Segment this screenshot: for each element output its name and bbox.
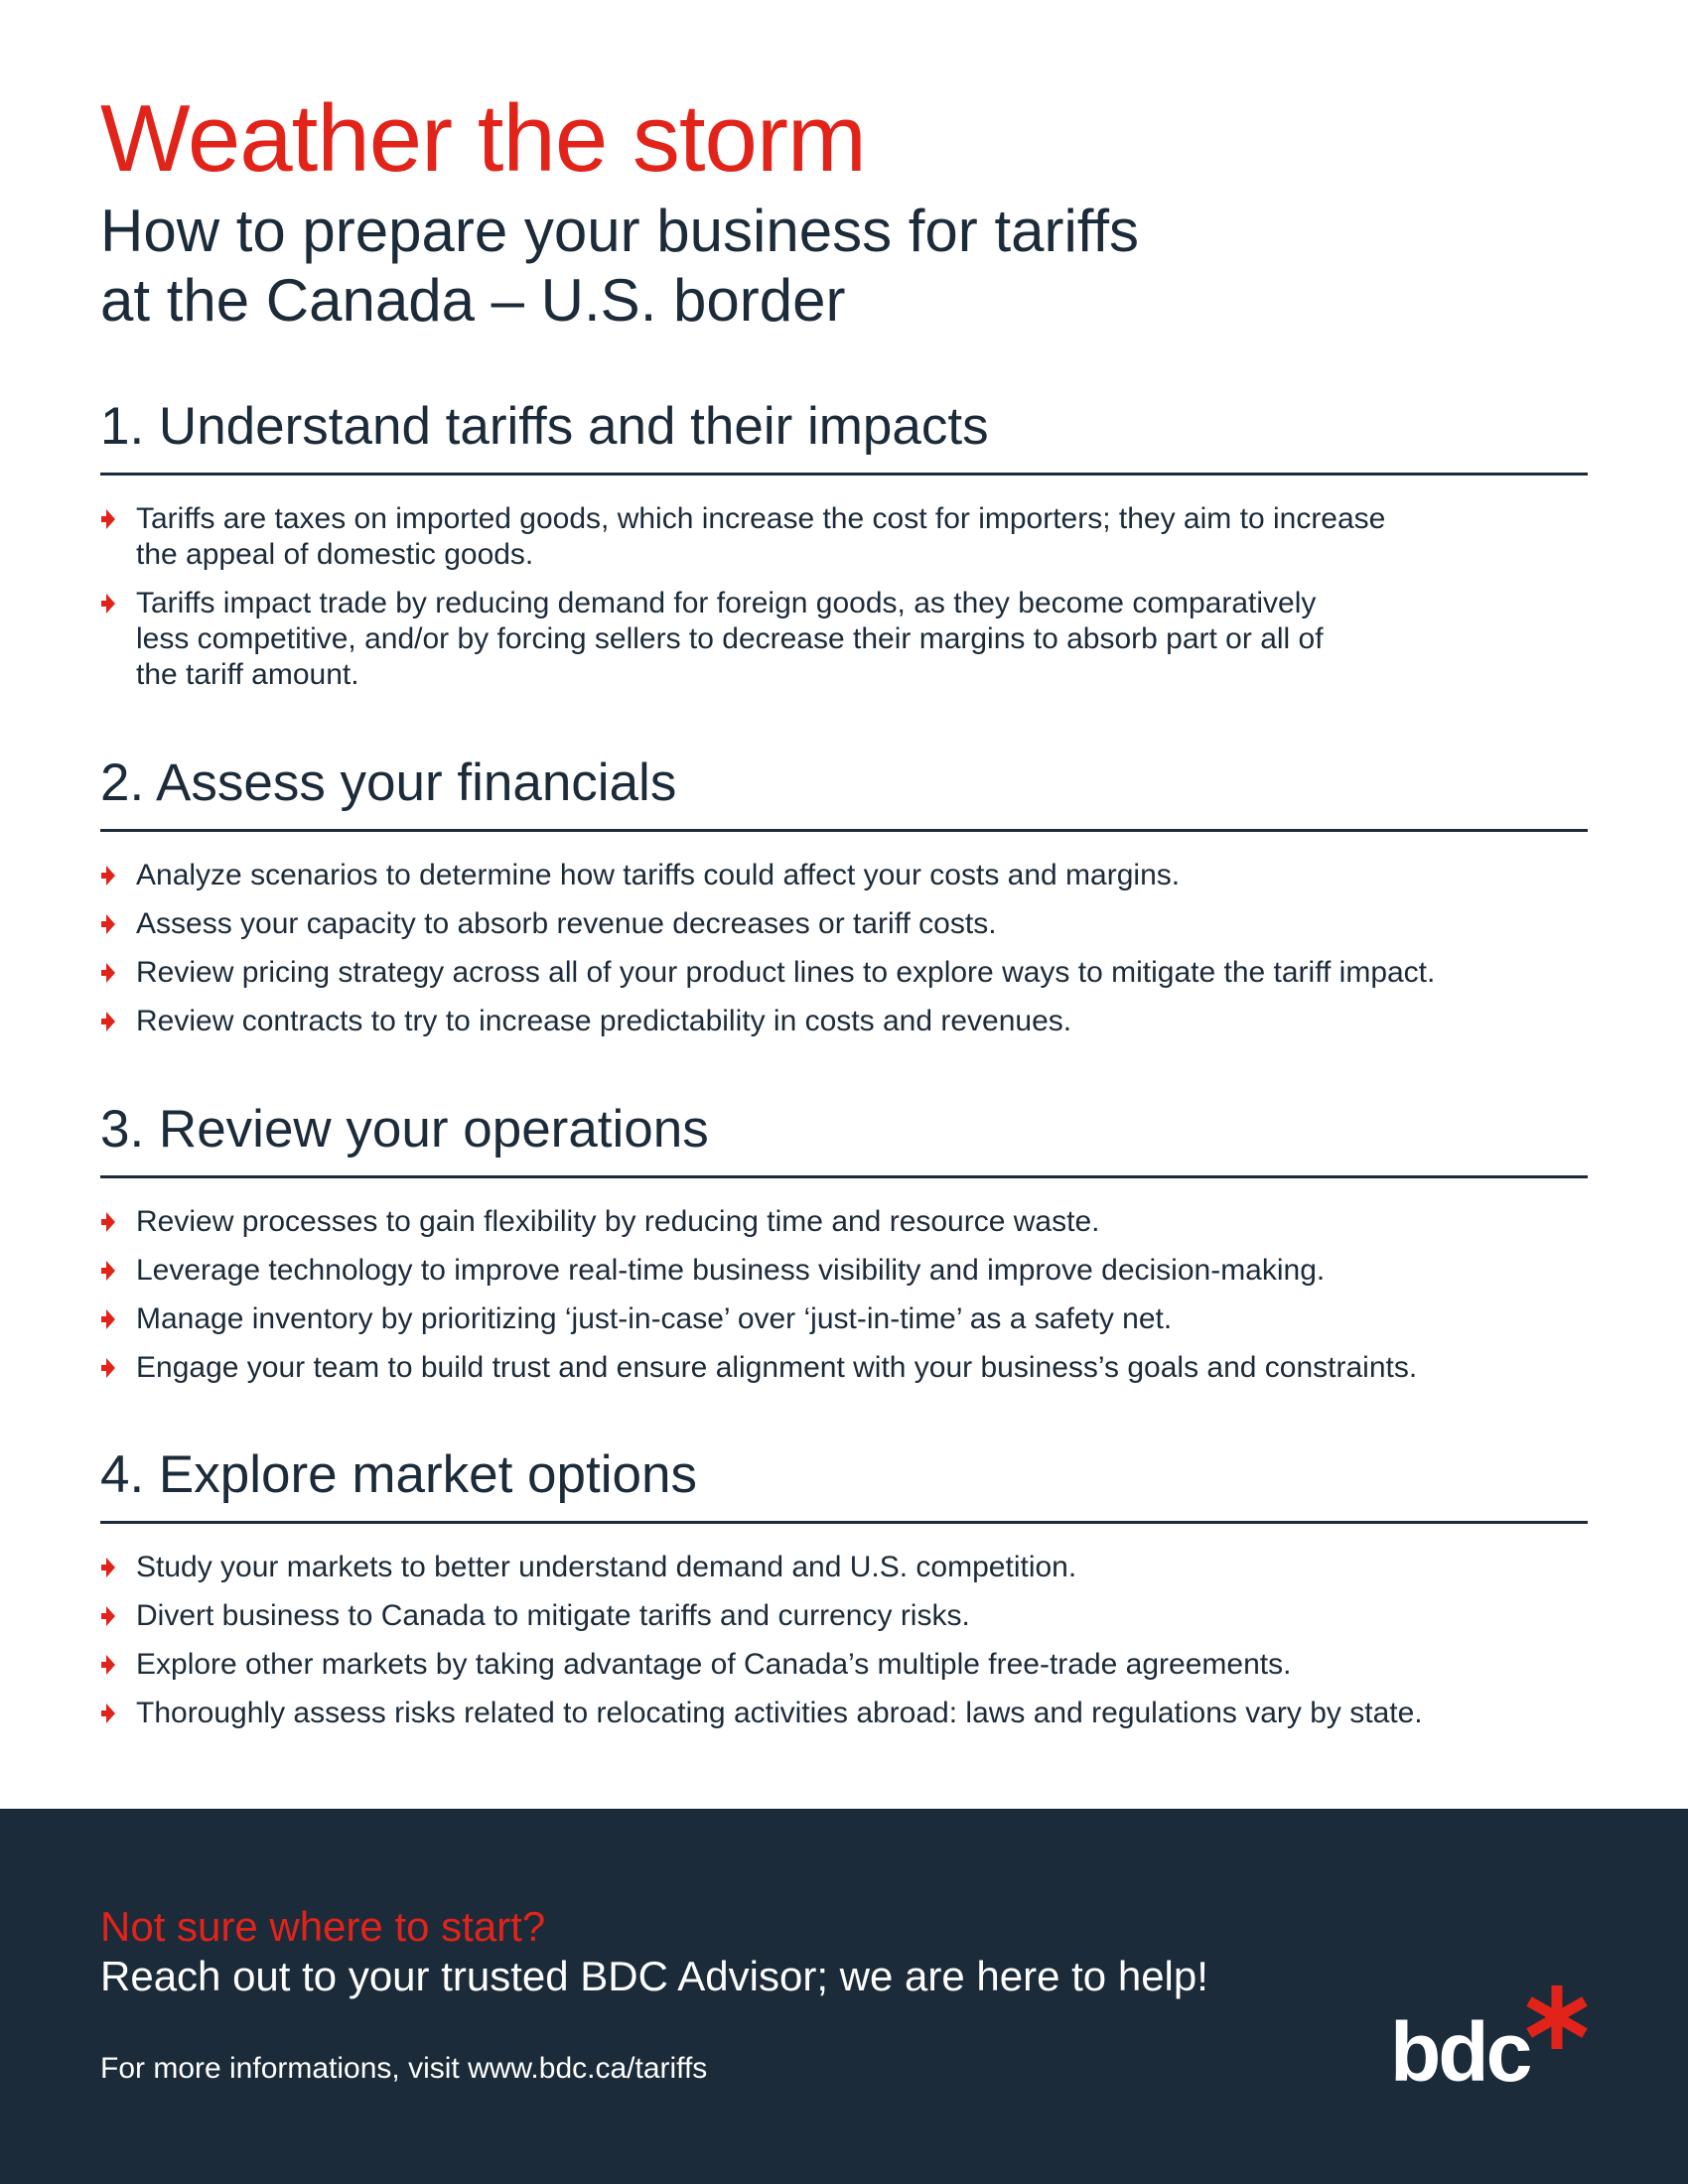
bullet-list <box>100 501 1588 693</box>
list-item-line: Review pricing strategy across all of your product lines to explore ways to mitigate the tariff impact. <box>136 956 1436 989</box>
list-item-line: Tariffs are taxes on imported goods, which increase the cost for importers; they aim to increase <box>136 502 1386 535</box>
page-title: Weather the storm <box>100 85 866 192</box>
arrow-bullet-icon <box>100 1010 120 1033</box>
arrow-bullet-icon <box>100 1210 120 1234</box>
arrow-bullet-icon <box>100 1307 120 1331</box>
section-explore-markets <box>100 1443 1588 1744</box>
list-item-line: Assess your capacity to absorb revenue decreases or tariff costs. <box>136 907 997 940</box>
arrow-bullet-icon <box>100 592 120 615</box>
arrow-bullet-icon <box>100 864 120 887</box>
arrow-bullet-icon <box>100 1702 120 1725</box>
footer-more-info: For more informations, visit www.bdc.ca/tariffs <box>100 2052 708 2085</box>
list-item <box>100 586 1588 693</box>
list-item <box>100 858 1588 893</box>
list-item <box>100 1350 1588 1386</box>
bdc-logo <box>1390 1978 1599 2107</box>
section-assess-financials <box>100 751 1588 1052</box>
bullet-list <box>100 858 1588 1039</box>
list-item <box>100 1204 1588 1240</box>
header <box>100 85 1590 336</box>
logo-wordmark: bdc <box>1390 2005 1530 2099</box>
list-item-line: Review processes to gain flexibility by reducing time and resource waste. <box>136 1205 1100 1238</box>
list-item <box>100 906 1588 942</box>
list-item <box>100 1004 1588 1039</box>
list-item <box>100 1598 1588 1634</box>
subtitle-line-2: at the Canada – U.S. border <box>100 267 846 334</box>
list-item-line: Manage inventory by prioritizing ‘just-in-case’ over ‘just-in-time’ as a safety net. <box>136 1302 1173 1335</box>
page-subtitle <box>100 197 1292 336</box>
list-item-line: Leverage technology to improve real-time business visibility and improve decision-making. <box>136 1254 1326 1287</box>
section-heading: 1. Understand tariffs and their impacts <box>100 395 1588 476</box>
list-item-line: Analyze scenarios to determine how tariffs could affect your costs and margins. <box>136 859 1181 891</box>
arrow-bullet-icon <box>100 1604 120 1628</box>
arrow-bullet-icon <box>100 961 120 985</box>
list-item-line: the appeal of domestic goods. <box>136 538 534 571</box>
footer-banner <box>0 1809 1688 2184</box>
list-item-line: less competitive, and/or by forcing sellers to decrease their margins to absorb part or all of <box>136 622 1324 655</box>
arrow-bullet-icon <box>100 1356 120 1380</box>
red-asterisk-icon <box>1517 1978 1597 2062</box>
list-item-line: Tariffs impact trade by reducing demand for foreign goods, as they become comparatively <box>136 587 1317 619</box>
list-item <box>100 1253 1588 1289</box>
list-item <box>100 1696 1588 1731</box>
list-item <box>100 1301 1588 1337</box>
list-item-line: Study your markets to better understand demand and U.S. competition. <box>136 1551 1077 1583</box>
section-heading: 3. Review your operations <box>100 1098 1588 1178</box>
arrow-bullet-icon <box>100 1556 120 1579</box>
section-heading: 2. Assess your financials <box>100 751 1588 832</box>
list-item <box>100 1550 1588 1585</box>
arrow-bullet-icon <box>100 507 120 531</box>
footer-question: Not sure where to start? <box>100 1903 546 1950</box>
list-item <box>100 955 1588 991</box>
list-item-line: Thoroughly assess risks related to relocating activities abroad: laws and regulations vary by state. <box>136 1697 1423 1729</box>
bullet-list <box>100 1550 1588 1731</box>
list-item-line: the tariff amount. <box>136 658 359 691</box>
list-item-line: Engage your team to build trust and ensure alignment with your business’s goals and constraints. <box>136 1351 1418 1384</box>
arrow-bullet-icon <box>100 1259 120 1283</box>
list-item-line: Divert business to Canada to mitigate tariffs and currency risks. <box>136 1599 970 1632</box>
subtitle-line-1: How to prepare your business for tariffs <box>100 198 1140 264</box>
list-item <box>100 1647 1588 1683</box>
bullet-list <box>100 1204 1588 1386</box>
section-heading: 4. Explore market options <box>100 1443 1588 1524</box>
arrow-bullet-icon <box>100 912 120 936</box>
list-item <box>100 501 1588 573</box>
arrow-bullet-icon <box>100 1653 120 1677</box>
list-item-line: Review contracts to try to increase predictability in costs and revenues. <box>136 1005 1072 1037</box>
section-understand-tariffs <box>100 395 1588 706</box>
section-review-operations <box>100 1098 1588 1399</box>
list-item-line: Explore other markets by taking advantage of Canada’s multiple free-trade agreements. <box>136 1648 1292 1681</box>
footer-reach-out: Reach out to your trusted BDC Advisor; we are here to help! <box>100 1953 1208 1999</box>
